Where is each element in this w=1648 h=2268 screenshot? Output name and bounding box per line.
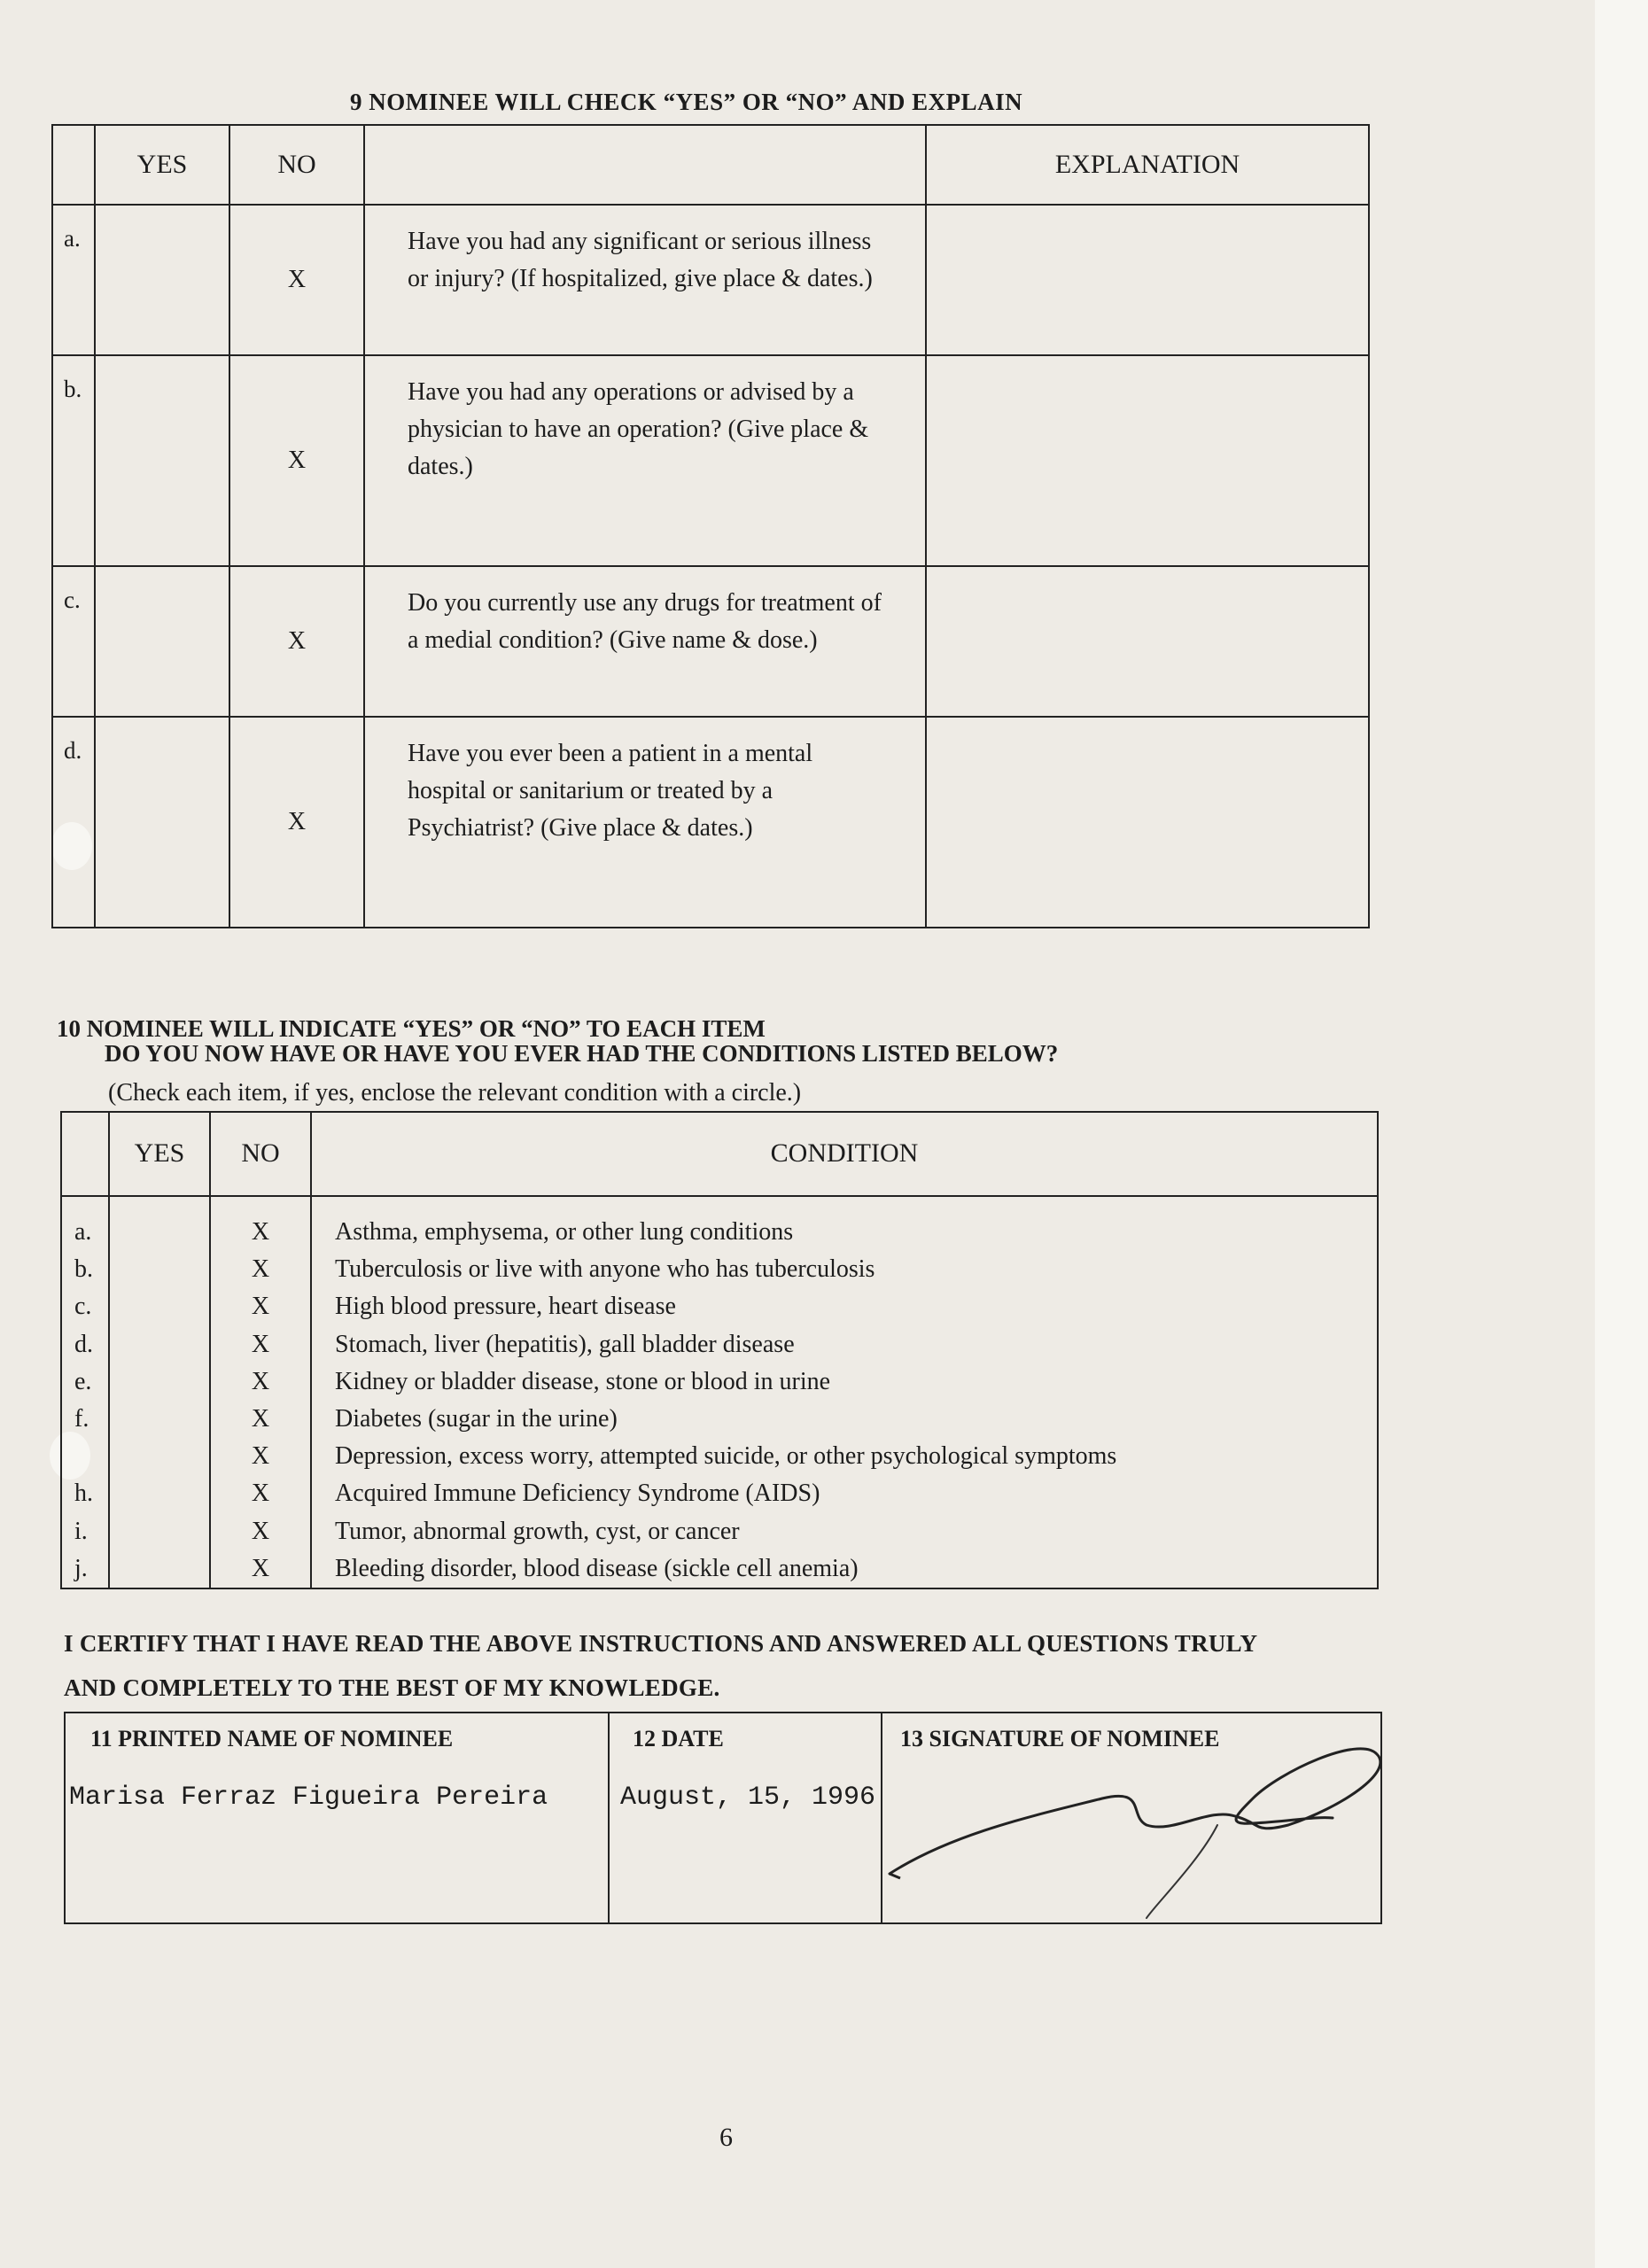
condition-text: Depression, excess worry, attempted suicide, or other psychological symptoms — [311, 1438, 1378, 1475]
row-letter: d. — [61, 1326, 109, 1363]
row-letter: j. — [61, 1550, 109, 1588]
explanation-field[interactable] — [926, 355, 1369, 566]
explanation-field[interactable] — [926, 717, 1369, 928]
yes-checkbox[interactable] — [109, 1288, 210, 1325]
yes-checkbox[interactable] — [109, 1363, 210, 1401]
row-letter — [61, 1438, 109, 1475]
table-row — [61, 1438, 1378, 1475]
condition-text: Stomach, liver (hepatitis), gall bladder disease — [311, 1326, 1378, 1363]
question-text: Have you had any significant or serious illness or injury? (If hospitalized, give place & dates.) — [364, 205, 926, 355]
yes-checkbox[interactable] — [95, 717, 229, 928]
yes-checkbox[interactable] — [109, 1251, 210, 1288]
section9-table — [51, 124, 1370, 928]
date-value[interactable]: August, 15, 1996 — [620, 1783, 876, 1813]
section10-title: 10 NOMINEE WILL INDICATE “YES” OR “NO” TO EACH ITEM — [57, 1015, 766, 1042]
table-row — [61, 1326, 1378, 1363]
explanation-field[interactable] — [926, 205, 1369, 355]
yes-checkbox[interactable] — [109, 1326, 210, 1363]
condition-text: Bleeding disorder, blood disease (sickle cell anemia) — [311, 1550, 1378, 1588]
row-letter: b. — [52, 355, 95, 566]
table-row — [61, 1288, 1378, 1325]
table-row — [61, 1196, 1378, 1251]
row-letter: i. — [61, 1512, 109, 1550]
no-checkbox[interactable]: X — [210, 1326, 311, 1363]
section10-table — [60, 1111, 1379, 1589]
yes-checkbox[interactable] — [95, 566, 229, 717]
yes-checkbox[interactable] — [109, 1550, 210, 1588]
no-checkbox[interactable]: X — [210, 1363, 311, 1401]
header-no: NO — [229, 125, 364, 205]
no-checkbox[interactable]: X — [229, 566, 364, 717]
no-checkbox[interactable]: X — [210, 1475, 311, 1512]
condition-text: High blood pressure, heart disease — [311, 1288, 1378, 1325]
yes-checkbox[interactable] — [109, 1438, 210, 1475]
no-checkbox[interactable]: X — [210, 1512, 311, 1550]
section9-header-row — [52, 125, 1369, 205]
yes-checkbox[interactable] — [109, 1196, 210, 1251]
header-no: NO — [210, 1112, 311, 1196]
condition-text: Asthma, emphysema, or other lung conditions — [311, 1196, 1378, 1251]
table-row — [61, 1475, 1378, 1512]
row-letter: c. — [52, 566, 95, 717]
printed-name-label: 11 PRINTED NAME OF NOMINEE — [90, 1726, 454, 1751]
condition-text: Kidney or bladder disease, stone or blood in urine — [311, 1363, 1378, 1401]
yes-checkbox[interactable] — [95, 355, 229, 566]
no-checkbox[interactable]: X — [210, 1196, 311, 1251]
condition-text: Tumor, abnormal growth, cyst, or cancer — [311, 1512, 1378, 1550]
table-row — [61, 1363, 1378, 1401]
section10-subtitle: DO YOU NOW HAVE OR HAVE YOU EVER HAD THE CONDITIONS LISTED BELOW? — [105, 1040, 1059, 1067]
yes-checkbox[interactable] — [109, 1401, 210, 1438]
section10-instruction: (Check each item, if yes, enclose the relevant condition with a circle.) — [108, 1079, 802, 1107]
date-label: 12 DATE — [633, 1726, 724, 1751]
yes-checkbox[interactable] — [95, 205, 229, 355]
handwritten-signature — [881, 1736, 1403, 1931]
no-checkbox[interactable]: X — [210, 1438, 311, 1475]
header-blank — [52, 125, 95, 205]
condition-text: Diabetes (sugar in the urine) — [311, 1401, 1378, 1438]
certification-line-1: I CERTIFY THAT I HAVE READ THE ABOVE INSTRUCTIONS AND ANSWERED ALL QUESTIONS TRULY — [64, 1630, 1258, 1657]
header-blank — [61, 1112, 109, 1196]
certification-line-2: AND COMPLETELY TO THE BEST OF MY KNOWLEDGE. — [64, 1674, 720, 1701]
row-letter: b. — [61, 1251, 109, 1288]
row-letter: h. — [61, 1475, 109, 1512]
table-row — [52, 355, 1369, 566]
header-yes: YES — [95, 125, 229, 205]
page-edge — [1595, 0, 1648, 2268]
row-letter: a. — [52, 205, 95, 355]
no-checkbox[interactable]: X — [229, 205, 364, 355]
no-checkbox[interactable]: X — [210, 1550, 311, 1588]
row-letter: d. — [52, 717, 95, 928]
question-text: Have you ever been a patient in a mental hospital or sanitarium or treated by a Psychiatrist? (Give place & dates.) — [364, 717, 926, 928]
row-letter: f. — [61, 1401, 109, 1438]
header-yes: YES — [109, 1112, 210, 1196]
table-row — [61, 1550, 1378, 1588]
row-letter: a. — [61, 1196, 109, 1251]
row-letter: e. — [61, 1363, 109, 1401]
table-row — [61, 1251, 1378, 1288]
header-condition: CONDITION — [311, 1112, 1378, 1196]
condition-text: Tuberculosis or live with anyone who has tuberculosis — [311, 1251, 1378, 1288]
yes-checkbox[interactable] — [109, 1475, 210, 1512]
condition-text: Acquired Immune Deficiency Syndrome (AIDS) — [311, 1475, 1378, 1512]
header-question — [364, 125, 926, 205]
no-checkbox[interactable]: X — [229, 355, 364, 566]
printed-name-value[interactable]: Marisa Ferraz Figueira Pereira — [69, 1783, 548, 1813]
yes-checkbox[interactable] — [109, 1512, 210, 1550]
no-checkbox[interactable]: X — [210, 1251, 311, 1288]
question-text: Have you had any operations or advised by a physician to have an operation? (Give place & dates.) — [364, 355, 926, 566]
table-row — [52, 205, 1369, 355]
section10-header-row — [61, 1112, 1378, 1196]
row-letter: c. — [61, 1288, 109, 1325]
explanation-field[interactable] — [926, 566, 1369, 717]
no-checkbox[interactable]: X — [210, 1401, 311, 1438]
section9-title: 9 NOMINEE WILL CHECK “YES” OR “NO” AND EXPLAIN — [350, 89, 1023, 115]
table-row — [52, 717, 1369, 928]
no-checkbox[interactable]: X — [229, 717, 364, 928]
table-row — [52, 566, 1369, 717]
page-number: 6 — [719, 2123, 733, 2152]
table-row — [61, 1512, 1378, 1550]
header-explanation: EXPLANATION — [926, 125, 1369, 205]
table-row — [61, 1401, 1378, 1438]
no-checkbox[interactable]: X — [210, 1288, 311, 1325]
question-text: Do you currently use any drugs for treatment of a medial condition? (Give name & dose.) — [364, 566, 926, 717]
signature-label: 13 SIGNATURE OF NOMINEE — [900, 1726, 1220, 1751]
